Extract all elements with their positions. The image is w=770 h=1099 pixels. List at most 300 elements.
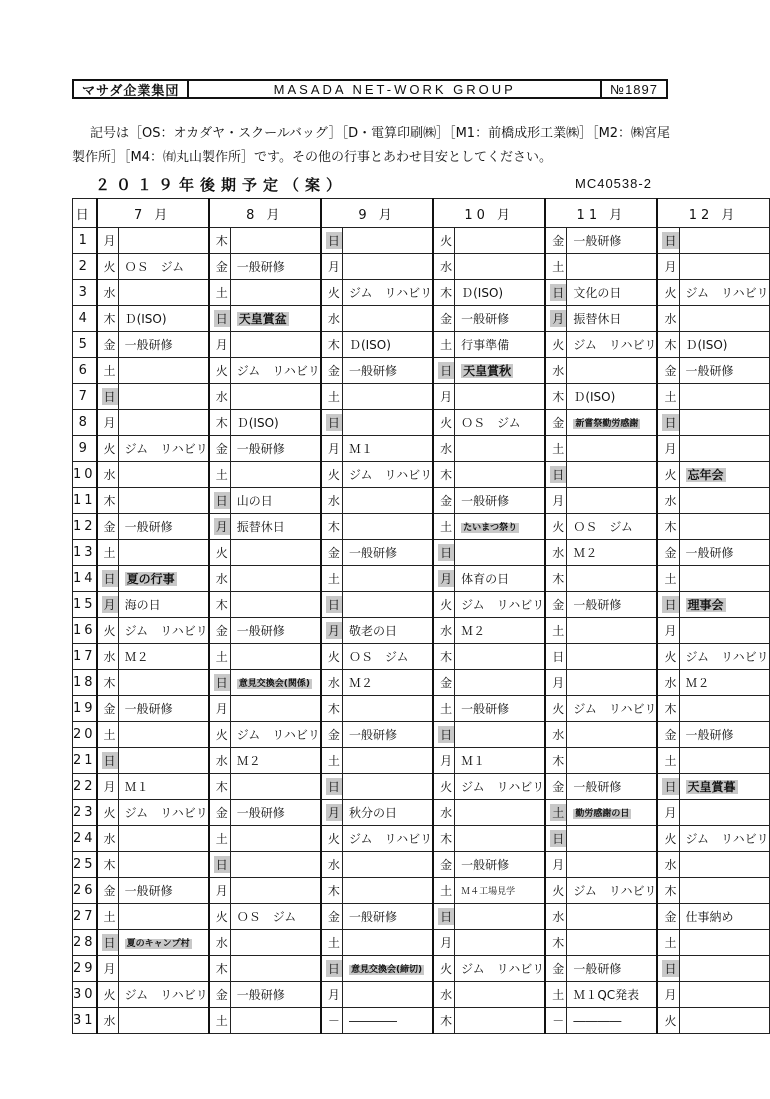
event-cell [230,306,321,332]
weekday-label: 日 [552,286,565,300]
weekday-cell [433,956,455,982]
weekday-cell [657,514,679,540]
event-cell [342,566,433,592]
weekday-cell [433,930,455,956]
weekday-label: 火 [327,650,340,664]
weekday-cell [97,618,119,644]
weekday-label: 土 [103,910,116,924]
weekday-cell [433,306,455,332]
event-cell [567,384,658,410]
weekday-label: 日 [552,832,565,846]
weekday-label: 金 [215,624,228,638]
event-label: ＯＳ ジム [236,910,297,924]
weekday-label: 木 [440,832,453,846]
event-cell [118,462,209,488]
event-cell [118,670,209,696]
weekday-label: 日 [327,962,340,976]
event-label: Ｄ(ISO) [461,286,504,300]
event-cell [342,540,433,566]
day-number: 4 [73,306,97,332]
weekday-cell [433,774,455,800]
day-number: 26 [73,878,97,904]
weekday-label: 火 [664,1014,677,1028]
weekday-label: 金 [327,910,340,924]
weekday-label: 木 [215,234,228,248]
weekday-cell [657,358,679,384]
weekday-cell [657,644,679,670]
weekday-cell [209,488,231,514]
weekday-cell [657,670,679,696]
event-cell [679,696,769,722]
weekday-label: 木 [215,780,228,794]
event-cell [455,904,546,930]
weekday-cell [97,280,119,306]
event-cell [230,670,321,696]
weekday-cell [545,358,567,384]
weekday-label: 日 [215,312,228,326]
weekday-cell [209,878,231,904]
weekday-label: 火 [664,286,677,300]
month-header: 7 月 [97,199,209,228]
event-cell [679,228,769,254]
weekday-cell [545,436,567,462]
weekday-cell [321,540,343,566]
event-cell [118,904,209,930]
event-cell [230,826,321,852]
event-label: Ｍ４工場見学 [461,887,516,897]
event-cell [118,280,209,306]
weekday-cell [97,826,119,852]
event-label: 夏のキャンプ村 [126,939,190,949]
weekday-cell [321,592,343,618]
weekday-label: 木 [440,286,453,300]
weekday-label: 金 [327,728,340,742]
day-number: 13 [73,540,97,566]
weekday-label: 日 [552,650,565,664]
event-cell [230,254,321,280]
weekday-label: 月 [327,260,340,274]
event-cell [230,358,321,384]
event-cell [455,254,546,280]
weekday-label: 水 [552,728,565,742]
event-label: ＯＳ ジム [573,520,633,534]
table-row [73,358,770,384]
event-label: 行事準備 [461,338,510,352]
day-number: 8 [73,410,97,436]
event-cell [567,644,658,670]
weekday-cell [433,748,455,774]
table-row [73,592,770,618]
weekday-label: 土 [327,572,340,586]
event-cell [230,644,321,670]
weekday-cell [97,644,119,670]
weekday-label: 月 [327,988,340,1002]
weekday-cell [657,462,679,488]
weekday-label: 水 [440,806,453,820]
weekday-cell [433,488,455,514]
weekday-cell [209,514,231,540]
event-label: ジム リハビリ [348,286,433,300]
table-row [73,306,770,332]
newsletter-header [72,79,668,99]
weekday-cell [97,878,119,904]
event-cell [679,462,769,488]
weekday-cell [657,618,679,644]
weekday-label: 木 [327,520,340,534]
weekday-cell [209,774,231,800]
weekday-cell [545,228,567,254]
event-cell [342,696,433,722]
weekday-cell [657,306,679,332]
day-number: 27 [73,904,97,930]
weekday-cell [97,774,119,800]
weekday-label: 日 [103,390,116,404]
event-cell [455,774,546,800]
day-number: 21 [73,748,97,774]
event-cell [342,774,433,800]
weekday-cell [433,800,455,826]
event-label: ジム リハビリ [461,780,545,794]
weekday-label: 木 [103,494,116,508]
event-label: Ｍ２ [685,676,710,690]
weekday-cell [433,540,455,566]
event-cell [679,878,769,904]
day-number: 2 [73,254,97,280]
day-number: 29 [73,956,97,982]
event-cell [567,852,658,878]
event-label: 忘年会 [687,468,724,482]
event-label: ジム リハビリ [573,338,657,352]
event-cell [118,852,209,878]
event-cell [455,488,546,514]
weekday-cell [657,956,679,982]
weekday-label: 火 [440,598,453,612]
table-row [73,488,770,514]
event-cell [342,826,433,852]
event-cell [342,228,433,254]
day-number: 11 [73,488,97,514]
weekday-cell [321,306,343,332]
event-label: ジム リハビリ [348,832,433,846]
weekday-label: 木 [664,884,677,898]
weekday-label: 木 [552,572,565,586]
event-cell [118,592,209,618]
event-label: ジム リハビリ [685,650,769,664]
event-cell [118,878,209,904]
event-label: 振替休日 [573,312,622,326]
event-cell [679,280,769,306]
event-cell [455,280,546,306]
event-label: Ｍ２ [573,546,598,560]
weekday-cell [209,306,231,332]
weekday-cell [545,956,567,982]
event-cell [679,618,769,644]
event-label: 一般研修 [124,702,173,716]
weekday-label: 日 [440,728,453,742]
weekday-label: 火 [552,338,565,352]
event-cell [230,722,321,748]
weekday-label: 木 [440,468,453,482]
event-label: 一般研修 [124,338,173,352]
event-cell [455,748,546,774]
event-cell [679,514,769,540]
weekday-label: 月 [664,988,677,1002]
weekday-cell [97,462,119,488]
weekday-cell [209,358,231,384]
event-cell [679,930,769,956]
event-cell [230,852,321,878]
table-row [73,254,770,280]
month-header: 12 月 [657,199,769,228]
weekday-label: 木 [552,754,565,768]
event-cell [230,930,321,956]
weekday-label: － [327,1014,340,1028]
weekday-cell [321,618,343,644]
event-label: Ｍ１QC発表 [573,988,640,1002]
weekday-cell [97,228,119,254]
weekday-cell [97,904,119,930]
event-cell [567,930,658,956]
weekday-cell [657,488,679,514]
weekday-cell [545,462,567,488]
event-cell [342,930,433,956]
weekday-label: 金 [664,546,677,560]
weekday-cell [321,332,343,358]
weekday-label: 月 [103,780,116,794]
event-label: Ｍ１ [124,780,149,794]
event-cell [679,826,769,852]
event-label: 一般研修 [573,780,622,794]
day-number: 17 [73,644,97,670]
weekday-label: 日 [215,858,228,872]
weekday-cell [97,306,119,332]
event-cell [342,904,433,930]
event-cell [455,436,546,462]
table-row [73,618,770,644]
weekday-label: 月 [552,494,565,508]
event-cell [455,618,546,644]
weekday-label: 火 [215,546,228,560]
event-label: Ｄ(ISO) [573,390,616,404]
weekday-label: 水 [664,494,677,508]
weekday-label: 土 [215,286,228,300]
event-label: Ｄ(ISO) [685,338,728,352]
weekday-label: 水 [103,650,116,664]
event-cell [118,358,209,384]
weekday-label: 木 [440,1014,453,1028]
weekday-label: 水 [215,390,228,404]
event-cell [342,280,433,306]
day-number: 12 [73,514,97,540]
weekday-cell [657,592,679,618]
weekday-label: 水 [327,676,340,690]
event-cell [679,774,769,800]
group-name-jp: マサダ企業集団 [74,81,189,97]
weekday-label: 土 [440,338,453,352]
event-cell [567,982,658,1008]
weekday-cell [545,306,567,332]
weekday-cell [321,644,343,670]
weekday-label: 月 [440,572,453,586]
table-row [73,722,770,748]
table-row [73,800,770,826]
weekday-cell [433,566,455,592]
weekday-label: 火 [664,650,677,664]
weekday-cell [209,644,231,670]
page-title: ２０１９年後期予定（案） [95,176,348,194]
weekday-cell [433,852,455,878]
weekday-cell [97,332,119,358]
event-cell [230,1008,321,1034]
weekday-label: 火 [552,884,565,898]
event-cell [679,436,769,462]
event-cell [567,410,658,436]
day-number: 22 [73,774,97,800]
weekday-cell [545,332,567,358]
intro-text: 記号は［OS：オカダヤ・スクールバッグ］［D・電算印刷㈱］［M1：前橋成形工業㈱］［M2：㈱宮尾製作所］［M4：㈲丸山製作所］です。その他の行事とあわせ目安としてください。 [72,126,671,165]
weekday-cell [545,852,567,878]
event-label: 一般研修 [461,312,510,326]
weekday-label: 土 [103,364,116,378]
weekday-cell [657,696,679,722]
weekday-label: 水 [664,858,677,872]
weekday-label: 月 [215,338,228,352]
weekday-label: 水 [440,624,453,638]
event-cell [455,1008,546,1034]
event-label: 一般研修 [236,806,285,820]
event-label: ジム リハビリ [236,728,320,742]
weekday-cell [545,748,567,774]
weekday-cell [321,878,343,904]
weekday-cell [97,358,119,384]
weekday-label: 日 [327,234,340,248]
event-cell [118,956,209,982]
weekday-cell [97,800,119,826]
event-label: Ｍ１ [461,754,486,768]
table-row [73,670,770,696]
weekday-cell [545,930,567,956]
event-label: 一般研修 [348,728,397,742]
weekday-label: 金 [327,546,340,560]
event-label: 一般研修 [573,234,622,248]
event-cell [455,228,546,254]
weekday-cell [545,280,567,306]
table-row [73,748,770,774]
event-label: 夏の行事 [126,572,175,586]
weekday-cell [321,930,343,956]
event-cell [679,644,769,670]
weekday-cell [209,722,231,748]
weekday-cell [209,852,231,878]
event-cell [118,826,209,852]
table-row [73,1008,770,1034]
event-cell [679,670,769,696]
day-number: 15 [73,592,97,618]
event-label: 一般研修 [348,364,397,378]
event-cell [230,280,321,306]
event-cell [455,462,546,488]
event-cell [230,800,321,826]
event-cell [567,462,658,488]
table-row [73,462,770,488]
weekday-cell [433,384,455,410]
weekday-label: 日 [103,572,116,586]
weekday-cell [657,826,679,852]
weekday-cell [657,384,679,410]
event-cell [118,618,209,644]
event-cell [455,670,546,696]
weekday-cell [321,566,343,592]
event-cell [679,592,769,618]
event-cell [567,956,658,982]
event-cell [118,410,209,436]
weekday-cell [433,644,455,670]
event-cell [567,540,658,566]
day-number: 20 [73,722,97,748]
weekday-cell [545,540,567,566]
weekday-label: 土 [440,884,453,898]
weekday-label: 金 [103,884,116,898]
event-cell [118,982,209,1008]
weekday-cell [433,878,455,904]
weekday-cell [545,878,567,904]
weekday-label: 水 [664,312,677,326]
event-label: 振替休日 [236,520,285,534]
event-cell [342,982,433,1008]
event-label: 一般研修 [573,962,622,976]
weekday-label: 水 [327,312,340,326]
event-cell [567,332,658,358]
weekday-label: 月 [440,754,453,768]
event-label: 山の日 [236,494,273,508]
event-cell [118,930,209,956]
event-cell [230,566,321,592]
event-label: 一般研修 [348,546,397,560]
event-cell [679,982,769,1008]
table-row [73,774,770,800]
table-row [73,644,770,670]
table-header-row [73,199,770,228]
weekday-label: 金 [440,858,453,872]
weekday-cell [657,540,679,566]
table-row [73,878,770,904]
event-label: 一般研修 [685,546,734,560]
event-cell [455,540,546,566]
weekday-cell [209,956,231,982]
weekday-cell [321,488,343,514]
weekday-cell [657,280,679,306]
event-label: 一般研修 [461,702,510,716]
weekday-label: 火 [327,468,340,482]
weekday-cell [545,254,567,280]
weekday-label: 金 [215,988,228,1002]
weekday-cell [433,1008,455,1034]
weekday-cell [321,670,343,696]
weekday-label: 水 [552,364,565,378]
day-number: 16 [73,618,97,644]
weekday-label: 木 [664,520,677,534]
weekday-cell [433,280,455,306]
weekday-cell [657,982,679,1008]
weekday-label: 月 [103,962,116,976]
weekday-cell [321,410,343,436]
event-label: 敬老の日 [348,624,397,638]
weekday-cell [433,228,455,254]
weekday-label: 火 [103,260,116,274]
day-number: 14 [73,566,97,592]
weekday-cell [545,982,567,1008]
table-row [73,228,770,254]
